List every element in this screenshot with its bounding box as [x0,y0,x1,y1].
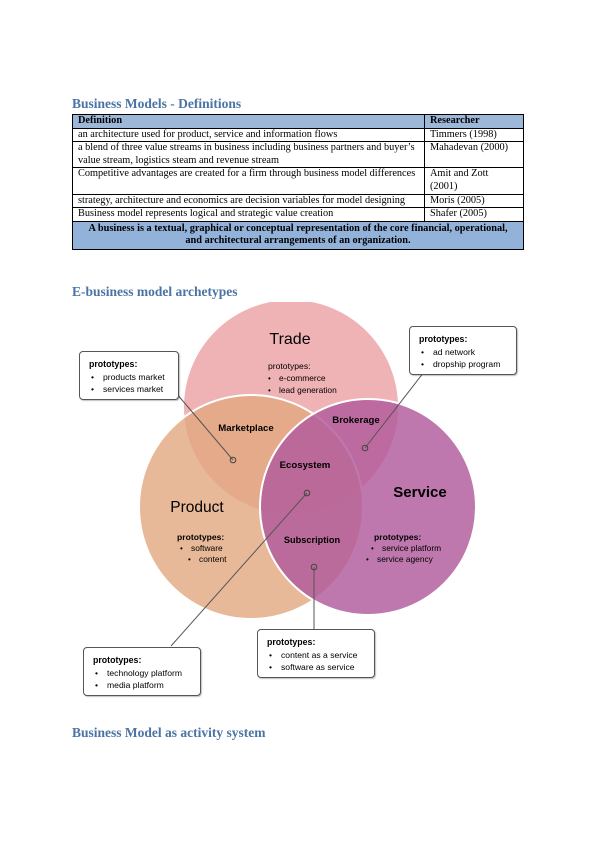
activity-system-heading: Business Model as activity system [72,725,266,740]
ecosystem-callout [83,647,201,696]
table-row [73,142,524,168]
callout-item: • products market [89,371,170,383]
subscription-callout [257,629,375,678]
table-row [73,208,524,222]
trade-label: Trade [269,331,311,348]
callout-item: • dropship program [419,358,508,370]
researcher-cell: Moris (2005) [425,194,524,208]
service-prototype-item: service platform [382,543,442,553]
summary-cell: A business is a textual, graphical or conceptual representation of the core financial, operational, and architectural arrangements of an organization. [73,221,524,249]
archetypes-heading: E-business model archetypes [72,284,238,299]
product-prototype-item: content [199,554,227,564]
definition-cell: a blend of three value streams in business including business partners and buyer’s value stream, logistics steam and revenue stream [73,142,425,168]
product-bullet: • [188,555,191,564]
service-prototypes-label: prototypes: [374,532,422,542]
ecosystem-label: Ecosystem [279,460,331,471]
researcher-cell: Timmers (1998) [425,128,524,142]
service-bullet: • [366,555,369,564]
trade-prototype-item: lead generation [279,385,337,395]
callout-list [419,346,508,370]
callout-title: prototypes: [267,637,316,647]
subscription-label: Subscription [283,535,341,545]
researcher-cell: Shafer (2005) [425,208,524,222]
callout-item: • services market [89,383,170,395]
callout-item: • ad network [419,346,508,358]
callout-title: prototypes: [419,334,468,344]
callout-item: • content as a service [267,649,366,661]
callout-list [267,649,366,673]
service-label: Service [393,484,447,501]
marketplace-callout [79,351,179,400]
table-row [73,194,524,208]
callout-item: • software as service [267,661,366,673]
definition-cell: strategy, architecture and economics are decision variables for model designing [73,194,425,208]
header-researcher: Researcher [425,115,524,129]
definition-cell: Business model represents logical and strategic value creation [73,208,425,222]
callout-item: • technology platform [93,667,192,679]
table-row [73,128,524,142]
definition-cell: Competitive advantages are created for a firm through business model differences [73,168,425,194]
definitions-heading: Business Models - Definitions [72,96,242,111]
header-definition: Definition [73,115,425,129]
callout-title: prototypes: [89,359,138,369]
table-header-row [73,115,524,129]
service-bullet: • [371,544,374,553]
product-prototypes-label: prototypes: [177,532,225,542]
researcher-cell: Mahadevan (2000) [425,142,524,168]
product-prototype-item: software [191,543,223,553]
trade-bullet: • [268,374,271,383]
callout-item: • media platform [93,679,192,691]
callout-list [89,371,170,395]
trade-prototype-item: e-commerce [279,373,326,383]
table-row [73,168,524,194]
brokerage-label: Brokerage [332,415,380,426]
product-bullet: • [180,544,183,553]
brokerage-callout [409,326,517,375]
service-prototype-item: service agency [377,554,433,564]
product-label: Product [170,499,224,516]
definitions-table [72,114,524,250]
table-summary-row [73,221,524,249]
service-circle [260,399,476,615]
callout-title: prototypes: [93,655,142,665]
definition-cell: an architecture used for product, service and information flows [73,128,425,142]
callout-list [93,667,192,691]
trade-prototypes-label: prototypes: [268,361,311,371]
marketplace-label: Marketplace [218,423,274,434]
trade-bullet: • [268,386,271,395]
researcher-cell: Amit and Zott (2001) [425,168,524,194]
